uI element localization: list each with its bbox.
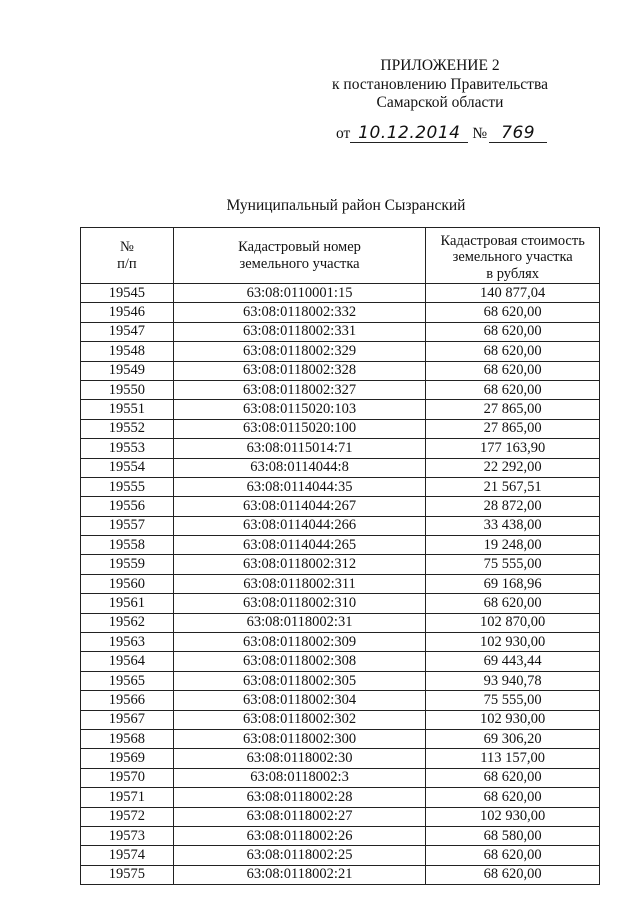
- table-row: [81, 613, 600, 632]
- row-number: 19569: [81, 749, 174, 768]
- cadastral-cost: 68 620,00: [426, 361, 600, 380]
- cadastral-number: 63:08:0118002:21: [173, 865, 426, 884]
- row-number: 19574: [81, 846, 174, 865]
- cadastral-number: 63:08:0118002:3: [173, 768, 426, 787]
- cadastral-number: 63:08:0118002:312: [173, 555, 426, 574]
- cadastral-cost: 69 168,96: [426, 574, 600, 593]
- cadastral-number: 63:08:0118002:26: [173, 826, 426, 845]
- order-number-label: №: [472, 125, 488, 142]
- table-row: [81, 536, 600, 555]
- table-row: [81, 380, 600, 399]
- cadastral-cost: 93 940,78: [426, 671, 600, 690]
- row-number: 19568: [81, 729, 174, 748]
- table-row: [81, 710, 600, 729]
- cadastral-cost: 68 620,00: [426, 788, 600, 807]
- cadastral-cost: 68 620,00: [426, 594, 600, 613]
- header-cost-line1: Кадастровая стоимость: [440, 232, 585, 249]
- cadastral-number: 63:08:0118002:308: [173, 652, 426, 671]
- row-number: 19565: [81, 671, 174, 690]
- cadastral-number: 63:08:0114044:267: [173, 497, 426, 516]
- cadastral-cost: 113 157,00: [426, 749, 600, 768]
- header-row-number: [81, 228, 174, 284]
- cadastral-cost: 69 306,20: [426, 729, 600, 748]
- cadastral-cost: 102 930,00: [426, 807, 600, 826]
- row-number: 19570: [81, 768, 174, 787]
- table-row: [81, 691, 600, 710]
- table-row: [81, 574, 600, 593]
- table-row: [81, 768, 600, 787]
- cadastral-cost: 68 620,00: [426, 322, 600, 341]
- table-row: [81, 749, 600, 768]
- appendix-subtitle-line: к постановлению Правительства: [332, 75, 548, 93]
- header-number-sign: №: [119, 239, 134, 255]
- cadastral-cost: 28 872,00: [426, 497, 600, 516]
- cadastral-number: 63:08:0118002:31: [173, 613, 426, 632]
- table-header-row: [81, 228, 600, 284]
- appendix-authority-line: Самарской области: [376, 94, 504, 111]
- table-row: [81, 400, 600, 419]
- order-reference: [336, 124, 547, 148]
- table-row: [81, 284, 600, 303]
- row-number: 19545: [81, 284, 174, 303]
- table-row: [81, 419, 600, 438]
- cadastral-number: 63:08:0114044:35: [173, 477, 426, 496]
- cadastral-cost: 27 865,00: [426, 419, 600, 438]
- order-date-label: от: [336, 125, 351, 142]
- cadastral-number: 63:08:0118002:327: [173, 380, 426, 399]
- table-row: [81, 865, 600, 884]
- cadastral-number: 63:08:0118002:329: [173, 342, 426, 361]
- appendix-header: [300, 57, 580, 113]
- row-number: 19548: [81, 342, 174, 361]
- table-row: [81, 303, 600, 322]
- cadastral-cost: 68 580,00: [426, 826, 600, 845]
- cadastral-number: 63:08:0118002:332: [173, 303, 426, 322]
- header-cost-line3: в рублях: [486, 265, 540, 282]
- row-number: 19549: [81, 361, 174, 380]
- row-number: 19575: [81, 865, 174, 884]
- row-number: 19557: [81, 516, 174, 535]
- cadastral-number: 63:08:0118002:300: [173, 729, 426, 748]
- cadastral-cost: 19 248,00: [426, 536, 600, 555]
- table-row: [81, 671, 600, 690]
- header-cadastral-line1: Кадастровый номер: [238, 239, 361, 255]
- row-number: 19553: [81, 439, 174, 458]
- row-number: 19550: [81, 380, 174, 399]
- cadastral-cost: 102 870,00: [426, 613, 600, 632]
- row-number: 19547: [81, 322, 174, 341]
- row-number: 19556: [81, 497, 174, 516]
- cadastral-number: 63:08:0114044:266: [173, 516, 426, 535]
- cadastral-number: 63:08:0118002:30: [173, 749, 426, 768]
- cadastral-number: 63:08:0118002:27: [173, 807, 426, 826]
- table-row: [81, 516, 600, 535]
- cadastral-number: 63:08:0118002:28: [173, 788, 426, 807]
- table-row: [81, 342, 600, 361]
- cadastral-cost: 102 930,00: [426, 710, 600, 729]
- cadastral-cost: 68 620,00: [426, 342, 600, 361]
- cadastral-number: 63:08:0118002:25: [173, 846, 426, 865]
- table-row: [81, 788, 600, 807]
- cadastral-cost: 140 877,04: [426, 284, 600, 303]
- table-row: [81, 633, 600, 652]
- cadastral-number: 63:08:0118002:328: [173, 361, 426, 380]
- cadastral-number: 63:08:0118002:304: [173, 691, 426, 710]
- row-number: 19555: [81, 477, 174, 496]
- cadastral-number: 63:08:0118002:302: [173, 710, 426, 729]
- table-row: [81, 477, 600, 496]
- row-number: 19564: [81, 652, 174, 671]
- cadastral-cost: 75 555,00: [426, 691, 600, 710]
- row-number: 19573: [81, 826, 174, 845]
- table-row: [81, 807, 600, 826]
- row-number: 19562: [81, 613, 174, 632]
- header-number-abbr: п/п: [117, 255, 137, 272]
- cadastral-table: [80, 227, 600, 885]
- table-row: [81, 439, 600, 458]
- header-cost-line2: земельного участка: [452, 249, 573, 265]
- cadastral-number: 63:08:0115020:103: [173, 400, 426, 419]
- table-row: [81, 729, 600, 748]
- row-number: 19571: [81, 788, 174, 807]
- row-number: 19552: [81, 419, 174, 438]
- table-row: [81, 361, 600, 380]
- cadastral-cost: 177 163,90: [426, 439, 600, 458]
- table-row: [81, 826, 600, 845]
- table-row: [81, 846, 600, 865]
- row-number: 19554: [81, 458, 174, 477]
- row-number: 19561: [81, 594, 174, 613]
- appendix-title: ПРИЛОЖЕНИЕ 2: [380, 57, 500, 74]
- cadastral-number: 63:08:0118002:305: [173, 671, 426, 690]
- table-row: [81, 555, 600, 574]
- cadastral-cost: 22 292,00: [426, 458, 600, 477]
- row-number: 19551: [81, 400, 174, 419]
- cadastral-number: 63:08:0118002:310: [173, 594, 426, 613]
- cadastral-number: 63:08:0114044:265: [173, 536, 426, 555]
- row-number: 19558: [81, 536, 174, 555]
- cadastral-cost: 75 555,00: [426, 555, 600, 574]
- order-number-value: 769: [489, 124, 547, 143]
- cadastral-number: 63:08:0115014:71: [173, 439, 426, 458]
- header-cadastral-number: [173, 228, 426, 284]
- header-cadastral-cost: [426, 228, 600, 284]
- order-date-value: 10.12.2014: [350, 124, 468, 143]
- cadastral-number: 63:08:0114044:8: [173, 458, 426, 477]
- row-number: 19559: [81, 555, 174, 574]
- table-row: [81, 652, 600, 671]
- cadastral-cost: 102 930,00: [426, 633, 600, 652]
- cadastral-cost: 68 620,00: [426, 303, 600, 322]
- row-number: 19566: [81, 691, 174, 710]
- header-cadastral-line2: земельного участка: [239, 255, 360, 272]
- table-row: [81, 322, 600, 341]
- table-row: [81, 594, 600, 613]
- row-number: 19563: [81, 633, 174, 652]
- cadastral-number: 63:08:0118002:331: [173, 322, 426, 341]
- cadastral-cost: 68 620,00: [426, 865, 600, 884]
- cadastral-number: 63:08:0110001:15: [173, 284, 426, 303]
- row-number: 19560: [81, 574, 174, 593]
- cadastral-cost: 68 620,00: [426, 768, 600, 787]
- cadastral-cost: 68 620,00: [426, 846, 600, 865]
- cadastral-cost: 21 567,51: [426, 477, 600, 496]
- row-number: 19567: [81, 710, 174, 729]
- cadastral-cost: 27 865,00: [426, 400, 600, 419]
- region-title: Муниципальный район Сызранский: [226, 197, 466, 214]
- row-number: 19546: [81, 303, 174, 322]
- table-row: [81, 458, 600, 477]
- cadastral-cost: 68 620,00: [426, 380, 600, 399]
- cadastral-cost: 33 438,00: [426, 516, 600, 535]
- table-row: [81, 497, 600, 516]
- cadastral-number: 63:08:0115020:100: [173, 419, 426, 438]
- cadastral-cost: 69 443,44: [426, 652, 600, 671]
- cadastral-number: 63:08:0118002:311: [173, 574, 426, 593]
- cadastral-number: 63:08:0118002:309: [173, 633, 426, 652]
- row-number: 19572: [81, 807, 174, 826]
